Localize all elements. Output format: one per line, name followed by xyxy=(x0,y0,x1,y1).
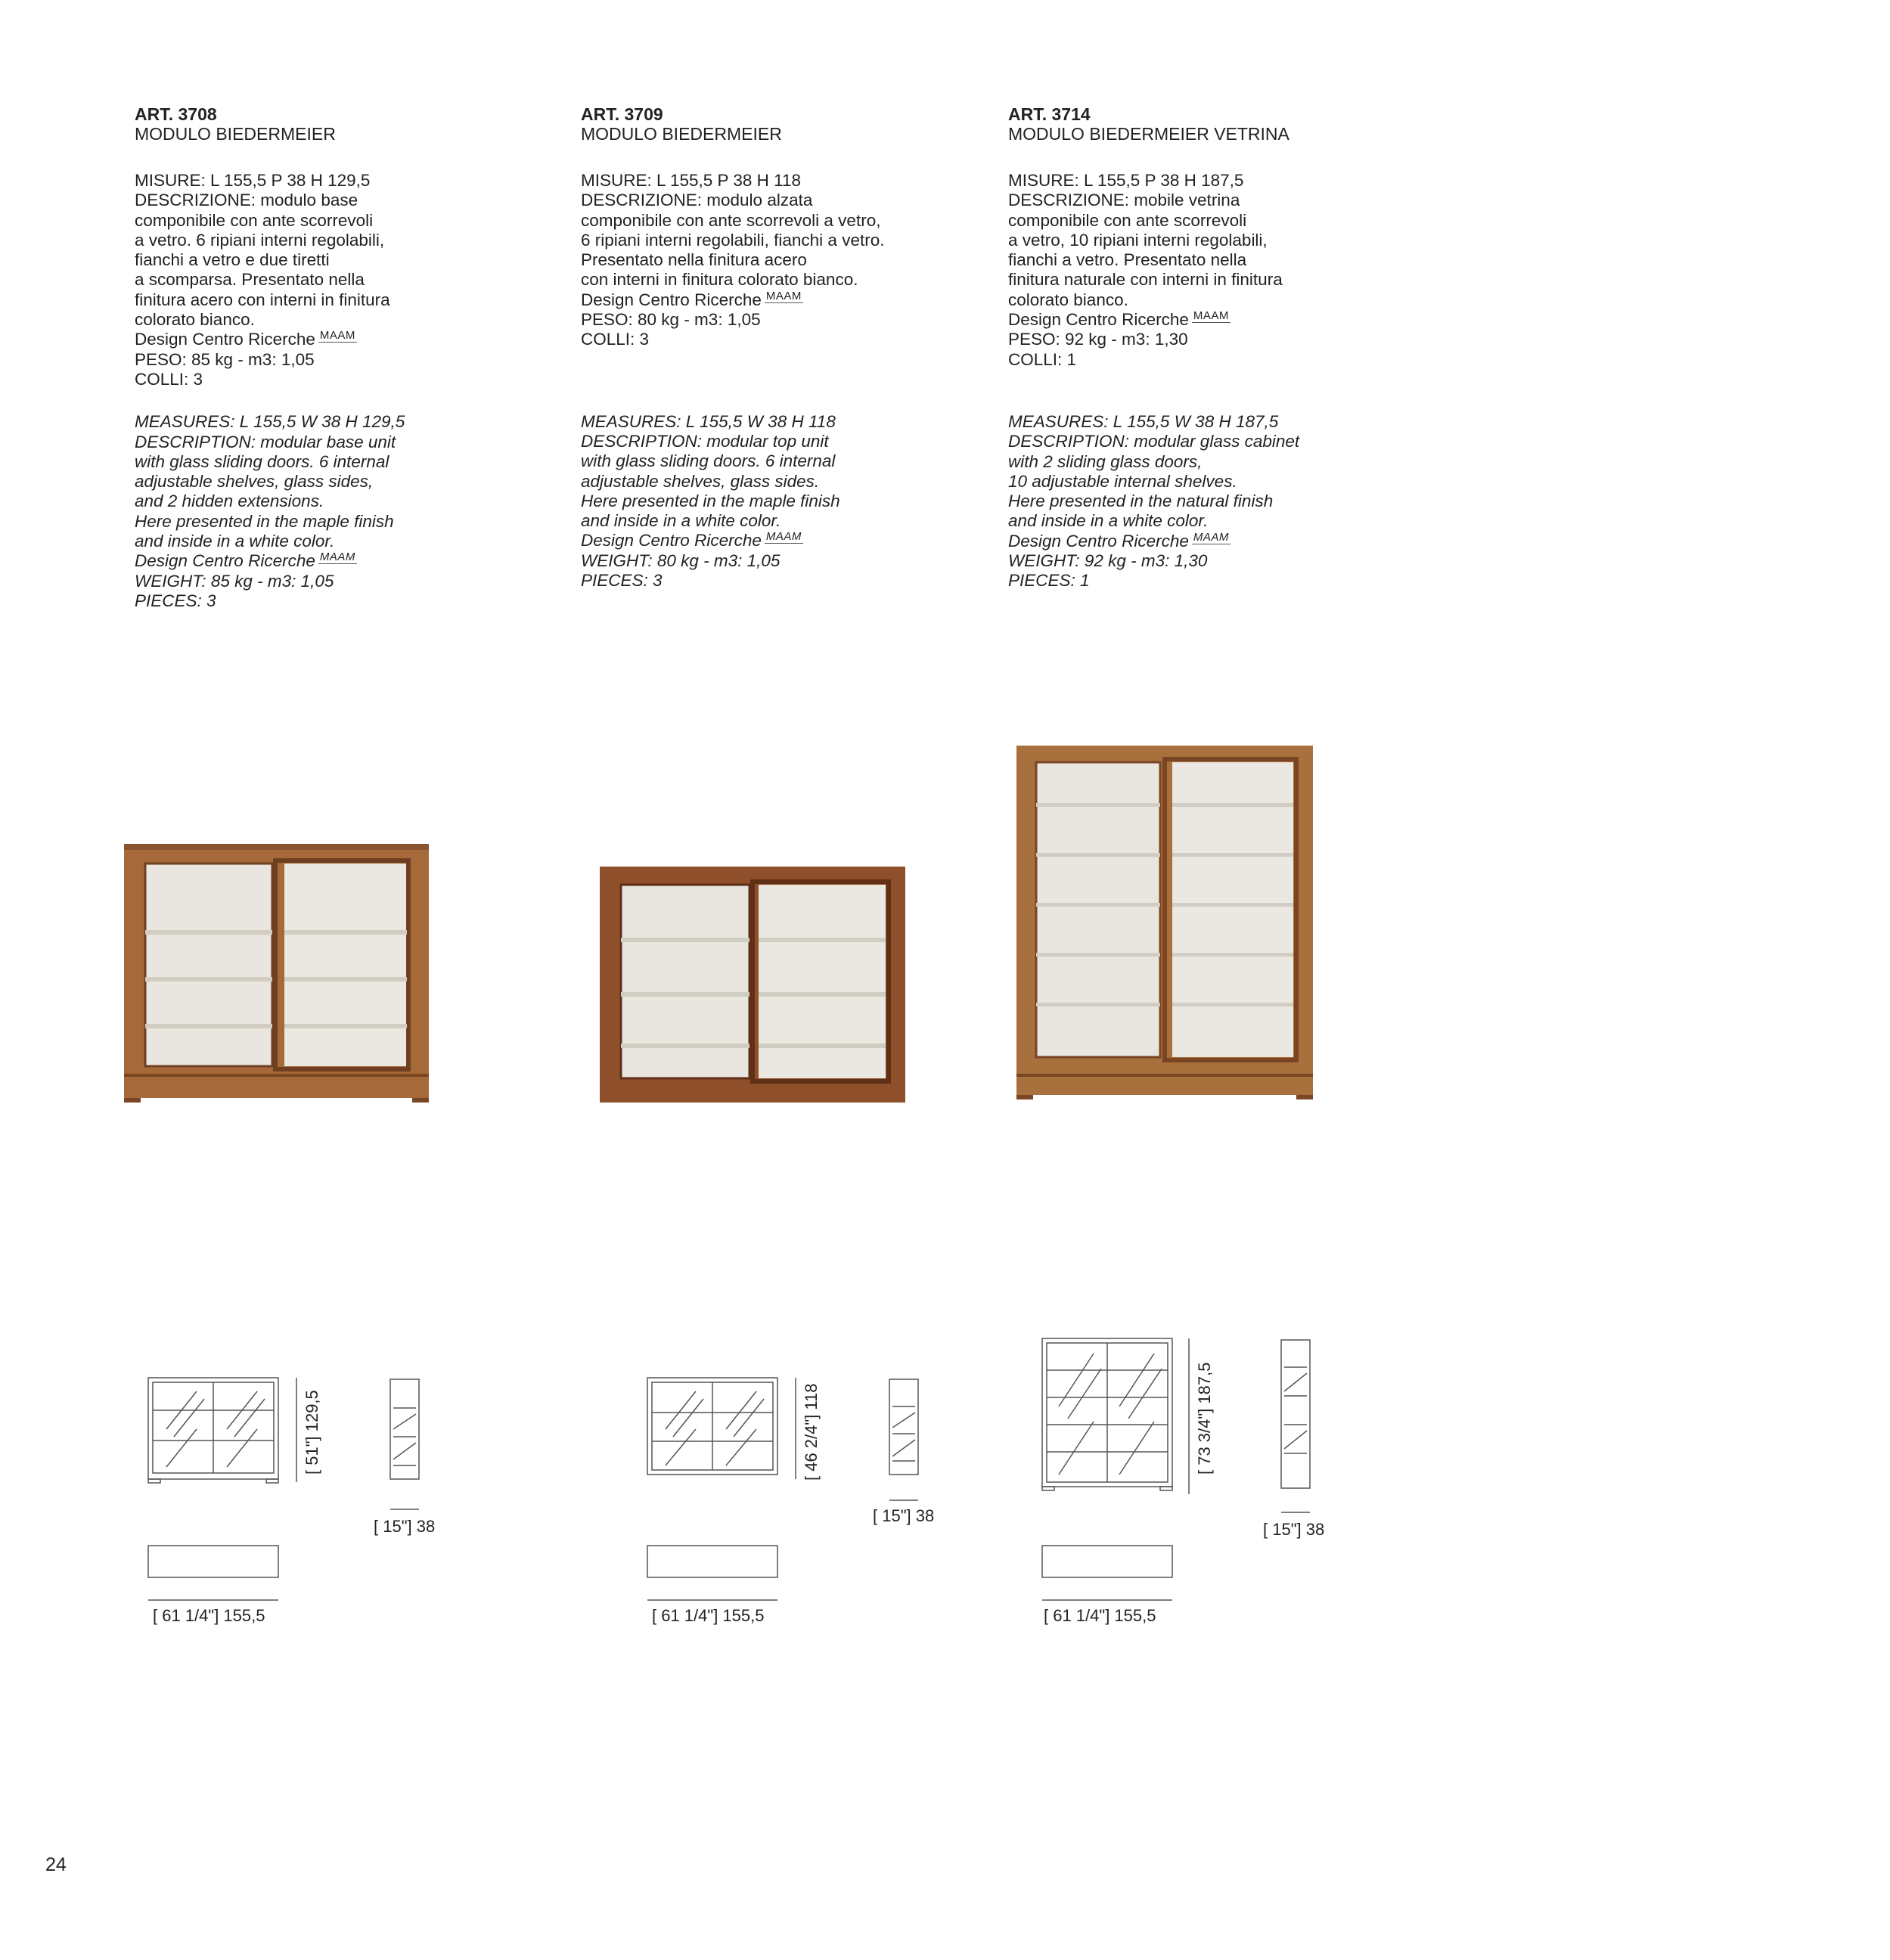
maam-logo: MAAM xyxy=(1193,309,1229,323)
italian-description xyxy=(135,171,573,389)
text-line: MISURE: L 155,5 P 38 H 118 xyxy=(581,171,801,190)
text-line: MEASURES: L 155,5 W 38 H 129,5 xyxy=(135,412,405,432)
text-line: and 2 hidden extensions. xyxy=(135,492,324,511)
product-3709 xyxy=(581,104,1019,591)
product-3708 xyxy=(135,104,573,611)
product-name: MODULO BIEDERMEIER xyxy=(135,124,336,144)
dimension-width-label: [ 61 1/4"] 155,5 xyxy=(1044,1606,1156,1625)
text-line: con interni in finitura colorato bianco. xyxy=(581,270,858,290)
article-number: ART. 3708 xyxy=(135,104,217,124)
text-line: COLLI: 1 xyxy=(1008,349,1077,369)
text-line: PIECES: 3 xyxy=(135,591,216,610)
text-line: 10 adjustable internal shelves. xyxy=(1008,471,1237,491)
text-line: DESCRIPTION: modular top unit xyxy=(581,431,829,451)
text-line: a vetro. 6 ripiani interni regolabili, xyxy=(135,230,385,250)
text-line: MEASURES: L 155,5 W 38 H 187,5 xyxy=(1008,411,1279,431)
text-line: PESO: 92 kg - m3: 1,30 xyxy=(1008,330,1188,349)
text-line: WEIGHT: 85 kg - m3: 1,05 xyxy=(135,571,334,591)
text-line: COLLI: 3 xyxy=(135,369,203,389)
technical-drawing-3709 xyxy=(635,1361,953,1626)
text-line: componibile con ante scorrevoli a vetro, xyxy=(581,210,881,230)
text-line: DESCRIPTION: modular base unit xyxy=(135,432,396,451)
product-name: MODULO BIEDERMEIER VETRINA xyxy=(1008,124,1289,144)
dimension-height-label: [ 46 2/4"] 118 xyxy=(802,1383,821,1481)
text-line: COLLI: 3 xyxy=(581,330,650,349)
text-line: componibile con ante scorrevoli xyxy=(1008,210,1247,230)
dimension-height-label: [ 73 3/4"] 187,5 xyxy=(1195,1362,1214,1475)
text-line: finitura naturale con interni in finitura xyxy=(1008,270,1283,290)
english-description xyxy=(581,412,1019,591)
text-line: Presentato nella finitura acero xyxy=(581,250,807,270)
dimension-width-label: [ 61 1/4"] 155,5 xyxy=(153,1606,265,1625)
text-line: DESCRIZIONE: modulo alzata xyxy=(581,191,813,210)
text-line: WEIGHT: 92 kg - m3: 1,30 xyxy=(1008,551,1208,571)
english-description xyxy=(135,412,573,611)
technical-drawing-3714 xyxy=(1029,1323,1346,1626)
italian-description xyxy=(581,171,1019,350)
text-line: PIECES: 1 xyxy=(1008,571,1090,591)
maam-logo: MAAM xyxy=(319,329,355,343)
text-line: adjustable shelves, glass sides. xyxy=(581,471,820,491)
text-line: with glass sliding doors. 6 internal xyxy=(581,451,836,471)
design-line: Design Centro Ricerche MAAM xyxy=(1008,530,1229,550)
text-line: DESCRIPTION: modular glass cabinet xyxy=(1008,432,1300,451)
text-line: PIECES: 3 xyxy=(581,571,663,591)
maam-logo: MAAM xyxy=(765,289,802,302)
maam-logo: MAAM xyxy=(765,530,802,544)
text-line: Here presented in the natural finish xyxy=(1008,492,1274,511)
dimension-depth-label: [ 15"] 38 xyxy=(374,1517,436,1536)
maam-logo: MAAM xyxy=(1193,530,1229,544)
product-photo-3714 xyxy=(1013,741,1331,1104)
text-line: DESCRIZIONE: mobile vetrina xyxy=(1008,191,1240,210)
page-number: 24 xyxy=(45,1854,67,1875)
text-line: PESO: 85 kg - m3: 1,05 xyxy=(135,349,315,369)
text-line: with 2 sliding glass doors, xyxy=(1008,451,1203,471)
dimension-height-label: [ 51"] 129,5 xyxy=(303,1390,321,1475)
text-line: MEASURES: L 155,5 W 38 H 118 xyxy=(581,411,836,431)
text-line: componibile con ante scorrevoli xyxy=(135,210,374,230)
text-line: and inside in a white color. xyxy=(1008,511,1209,531)
dimension-depth-label: [ 15"] 38 xyxy=(873,1506,935,1525)
text-line: with glass sliding doors. 6 internal xyxy=(135,451,389,471)
text-line: MISURE: L 155,5 P 38 H 187,5 xyxy=(1008,171,1244,190)
product-photo-3709 xyxy=(594,862,911,1104)
dimension-depth-label: [ 15"] 38 xyxy=(1263,1520,1325,1539)
dimension-width-label: [ 61 1/4"] 155,5 xyxy=(652,1606,765,1625)
text-line: PESO: 80 kg - m3: 1,05 xyxy=(581,310,761,330)
text-line: MISURE: L 155,5 P 38 H 129,5 xyxy=(135,171,371,190)
text-line: 6 ripiani interni regolabili, fianchi a vetro. xyxy=(581,230,885,250)
technical-drawing-3708 xyxy=(136,1361,454,1626)
text-line: DESCRIZIONE: modulo base xyxy=(135,191,358,210)
design-line: Design Centro Ricerche MAAM xyxy=(1008,309,1229,330)
text-line: a scomparsa. Presentato nella xyxy=(135,270,365,290)
design-line: Design Centro Ricerche MAAM xyxy=(581,530,802,550)
text-line: a vetro, 10 ripiani interni regolabili, xyxy=(1008,230,1268,250)
design-line: Design Centro Ricerche MAAM xyxy=(581,289,802,309)
english-description xyxy=(1008,412,1447,591)
product-3714 xyxy=(1008,104,1447,591)
design-line: Design Centro Ricerche MAAM xyxy=(135,329,355,349)
article-number: ART. 3709 xyxy=(581,104,663,124)
text-line: adjustable shelves, glass sides, xyxy=(135,472,374,492)
text-line: colorato bianco. xyxy=(1008,290,1128,309)
article-number: ART. 3714 xyxy=(1008,104,1091,124)
maam-logo: MAAM xyxy=(319,550,355,564)
product-photo-3708 xyxy=(121,839,439,1104)
text-line: Here presented in the maple finish xyxy=(581,491,840,510)
design-line: Design Centro Ricerche MAAM xyxy=(135,550,355,571)
italian-description xyxy=(1008,171,1447,370)
text-line: WEIGHT: 80 kg - m3: 1,05 xyxy=(581,550,781,570)
text-line: fianchi a vetro e due tiretti xyxy=(135,250,330,270)
text-line: and inside in a white color. xyxy=(135,532,335,551)
text-line: fianchi a vetro. Presentato nella xyxy=(1008,250,1247,270)
text-line: finitura acero con interni in finitura xyxy=(135,290,390,309)
product-name: MODULO BIEDERMEIER xyxy=(581,124,782,144)
text-line: colorato bianco. xyxy=(135,310,255,330)
text-line: and inside in a white color. xyxy=(581,511,781,531)
text-line: Here presented in the maple finish xyxy=(135,511,394,531)
